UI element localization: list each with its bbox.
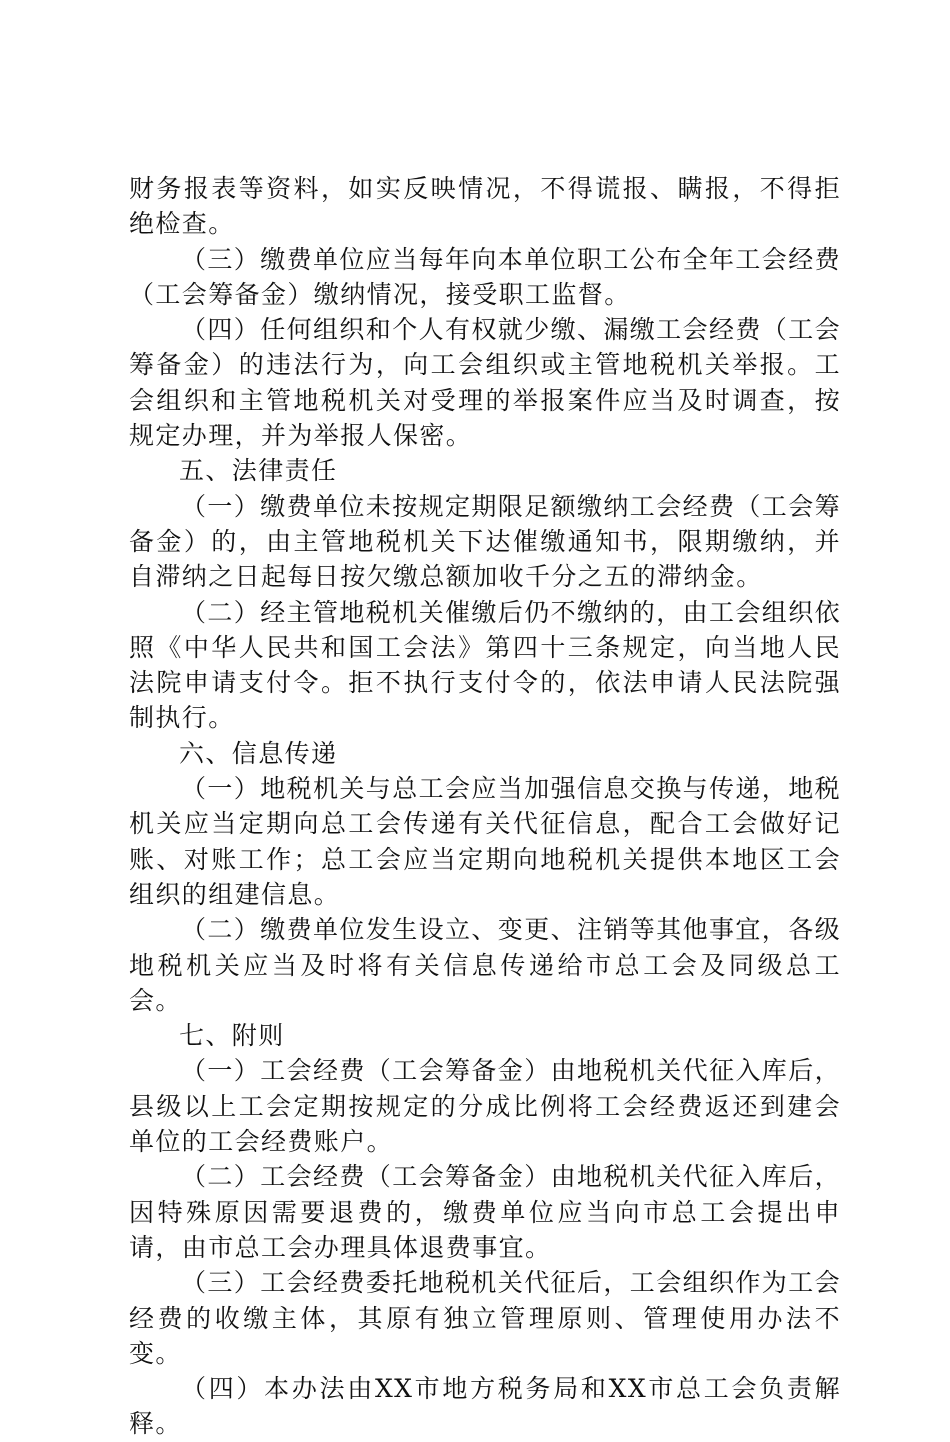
paragraph-continuation: 财务报表等资料，如实反映情况，不得谎报、瞒报，不得拒绝检查。 [129,174,841,239]
paragraph-5-1: （一）缴费单位未按规定期限足额缴纳工会经费（工会筹备金）的，由主管地税机关下达催缴通知书，限期缴纳，并自滞纳之日起每日按欠缴总额加收千分之五的滞纳金。 [129,491,842,592]
paragraph-4-4: （四）任何组织和个人有权就少缴、漏缴工会经费（工会筹备金）的违法行为，向工会组织或主管地税机关举报。工会组织和主管地税机关对受理的举报案件应当及时调查，按规定办理，并为举报人保密。 [129,315,842,451]
document-body [129,171,841,1442]
paragraph-5-2: （二）经主管地税机关催缴后仍不缴纳的，由工会组织依照《中华人民共和国工会法》第四十三条规定，向当地人民法院申请支付令。拒不执行支付令的，依法申请人民法院强制执行。 [129,597,842,733]
paragraph-7-3: （三）工会经费委托地税机关代征后，工会组织作为工会经费的收缴主体，其原有独立管理原则、管理使用办法不变。 [129,1268,842,1368]
paragraph-7-1: （一）工会经费（工会筹备金）由地税机关代征入库后，县级以上工会定期按规定的分成比例将工会经费返还到建会单位的工会经费账户。 [129,1056,842,1157]
paragraph-7-4: （四）本办法由XX市地方税务局和XX市总工会负责解释。 [129,1374,841,1439]
paragraph-7-2: （二）工会经费（工会筹备金）由地税机关代征入库后，因特殊原因需要退费的，缴费单位应当向市总工会提出申请，由市总工会办理具体退费事宜。 [129,1162,842,1262]
section-heading-5: 五、法律责任 [179,456,338,486]
paragraph-6-2: （二）缴费单位发生设立、变更、注销等其他事宜，各级地税机关应当及时将有关信息传递给市总工会及同级总工会。 [129,915,842,1015]
paragraph-6-1: （一）地税机关与总工会应当加强信息交换与传递，地税机关应当定期向总工会传递有关代征信息，配合工会做好记账、对账工作；总工会应当定期向地税机关提供本地区工会组织的组建信息。 [129,774,842,909]
paragraph-4-3: （三）缴费单位应当每年向本单位职工公布全年工会经费（工会筹备金）缴纳情况，接受职工监督。 [129,244,842,309]
section-heading-6: 六、信息传递 [179,738,338,768]
section-heading-7: 七、附则 [179,1021,285,1051]
